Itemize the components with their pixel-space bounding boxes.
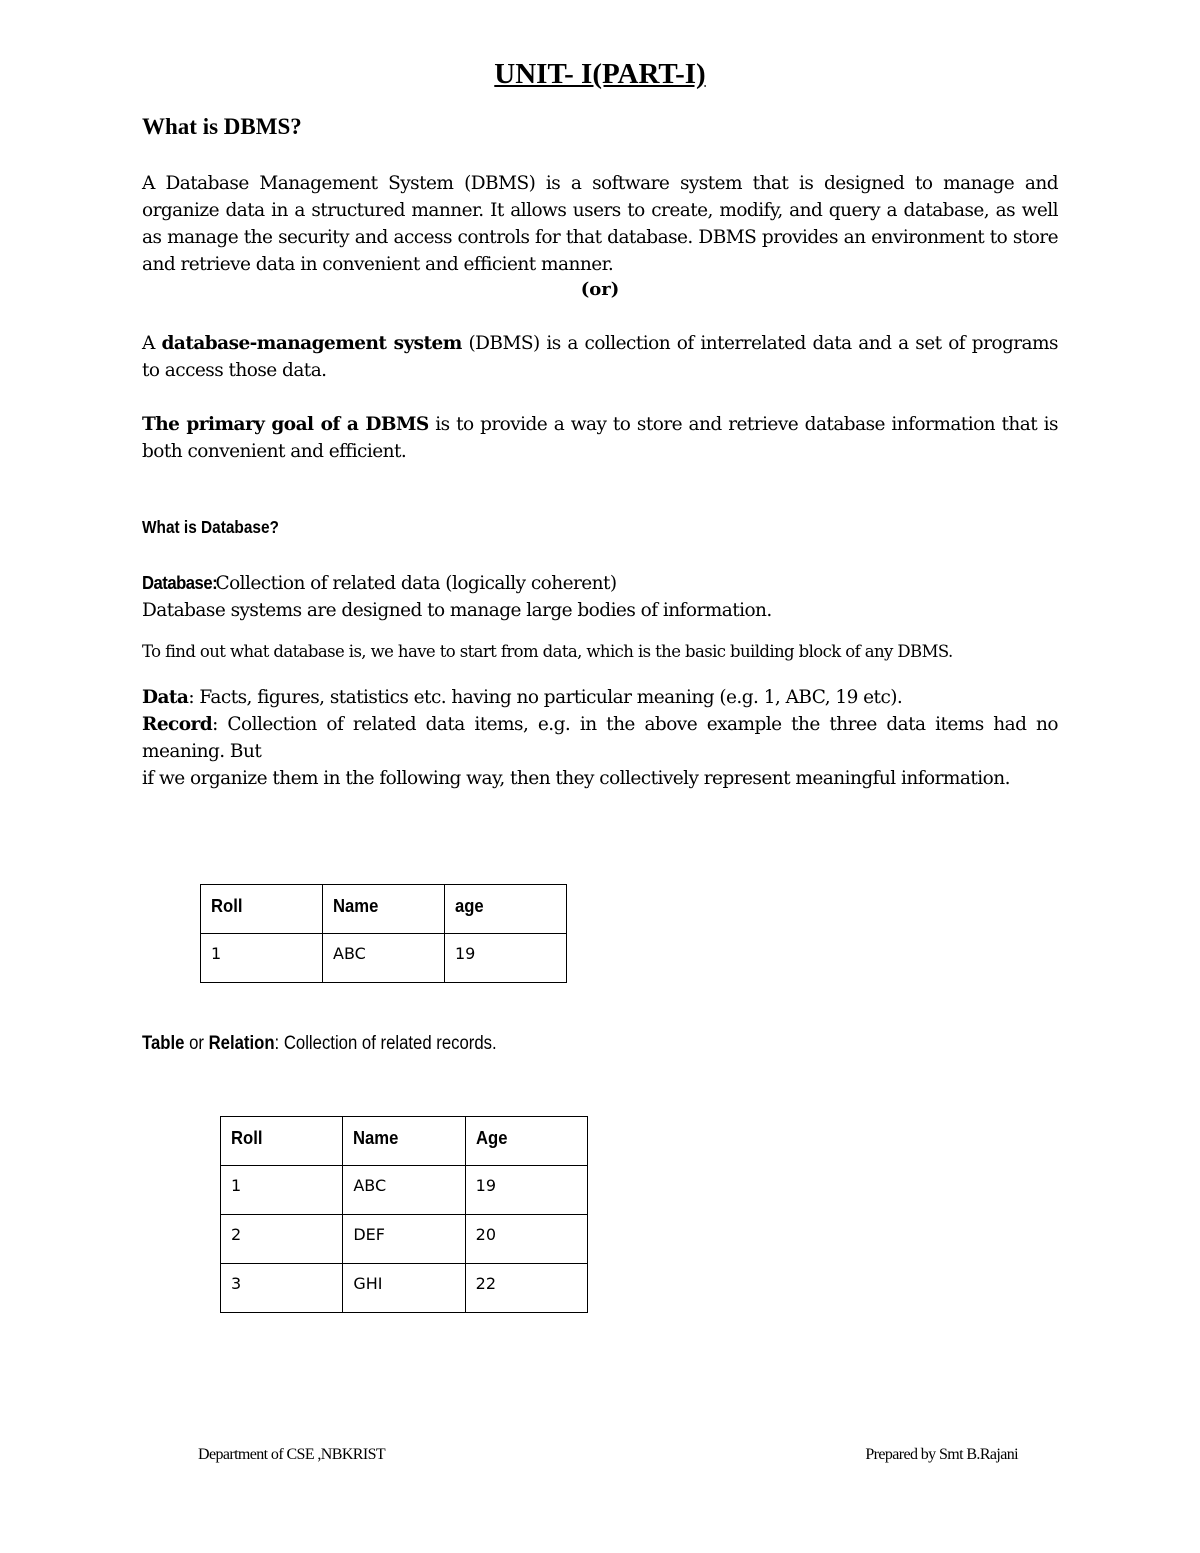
table-header-cell: age	[445, 885, 567, 934]
database-definition	[142, 569, 1058, 624]
table-header-row	[201, 885, 567, 934]
dbms-goal-paragraph	[142, 411, 1058, 465]
table-header-cell: Age	[465, 1117, 587, 1166]
table-cell: ABC	[323, 934, 445, 983]
para2-prefix: A	[142, 333, 162, 354]
table-cell: 19	[465, 1166, 587, 1215]
dbms-term: database-management system	[161, 333, 462, 354]
database-line2: Database systems are designed to manage large bodies of information.	[142, 600, 772, 621]
data-label: Data	[142, 687, 189, 708]
table-cell: GHI	[343, 1264, 465, 1313]
table-relation-definition	[142, 1033, 497, 1055]
record-label: Record	[142, 714, 213, 735]
table-cell: 3	[221, 1264, 343, 1313]
or-word: or	[184, 1033, 209, 1054]
database-def: Collection of related data (logically coherent)	[215, 573, 617, 594]
table-row	[221, 1215, 588, 1264]
table-cell: 1	[221, 1166, 343, 1215]
para2-rest: (DBMS) is a collection of interrelated data and a set of programs to access those data.	[142, 333, 1058, 381]
table-header-cell: Name	[343, 1117, 465, 1166]
table-header-cell: Roll	[201, 885, 323, 934]
relation-table	[220, 1116, 588, 1313]
table-row	[221, 1264, 588, 1313]
or-separator: (or)	[580, 279, 620, 300]
data-def: : Facts, figures, statistics etc. having no particular meaning (e.g. 1, ABC, 19 etc).	[188, 687, 903, 708]
database-label: Database:	[142, 572, 218, 593]
table-header-row	[221, 1117, 588, 1166]
organize-text: if we organize them in the following way, then they collectively represent meaningful information.	[142, 768, 1010, 789]
table-cell: 2	[221, 1215, 343, 1264]
table-cell: 19	[445, 934, 567, 983]
table-header-cell: Roll	[221, 1117, 343, 1166]
relation-label: Relation	[208, 1033, 275, 1054]
table-cell: ABC	[343, 1166, 465, 1215]
page-title: UNIT- I(PART-I)	[494, 58, 706, 90]
data-record-paragraph	[142, 684, 1058, 792]
record-table	[200, 884, 567, 983]
relation-def: : Collection of related records.	[274, 1033, 497, 1054]
record-def: : Collection of related data items, e.g. in the above example the three data items had no meaning. But	[142, 714, 1058, 762]
goal-rest: is to provide a way to store and retrieve database information that is both convenient and efficient.	[142, 414, 1058, 462]
table-row	[201, 934, 567, 983]
heading-what-is-database: What is Database?	[142, 517, 279, 537]
find-out-paragraph: To find out what database is, we have to start from data, which is the basic building block of any DBMS.	[142, 642, 953, 661]
heading-what-is-dbms: What is DBMS?	[142, 114, 302, 139]
table-cell: 20	[465, 1215, 587, 1264]
goal-term: The primary goal of a DBMS	[142, 414, 429, 435]
table-cell: DEF	[343, 1215, 465, 1264]
table-cell: 1	[201, 934, 323, 983]
footer-author: Prepared by Smt B.Rajani	[865, 1446, 1018, 1463]
table-row	[221, 1166, 588, 1215]
table-cell: 22	[465, 1264, 587, 1313]
dbms-definition-paragraph: A Database Management System (DBMS) is a software system that is designed to manage and organize data in a structured manner. It allows users to create, modify, and query a database, as well as manage the security and access controls for that database. DBMS provides an environment to store and retrieve data in convenient and efficient manner.	[142, 173, 1058, 275]
table-label: Table	[142, 1033, 185, 1054]
table-header-cell: Name	[323, 885, 445, 934]
footer-department: Department of CSE ,NBKRIST	[198, 1446, 386, 1463]
dbms-alt-definition-paragraph	[142, 330, 1058, 384]
